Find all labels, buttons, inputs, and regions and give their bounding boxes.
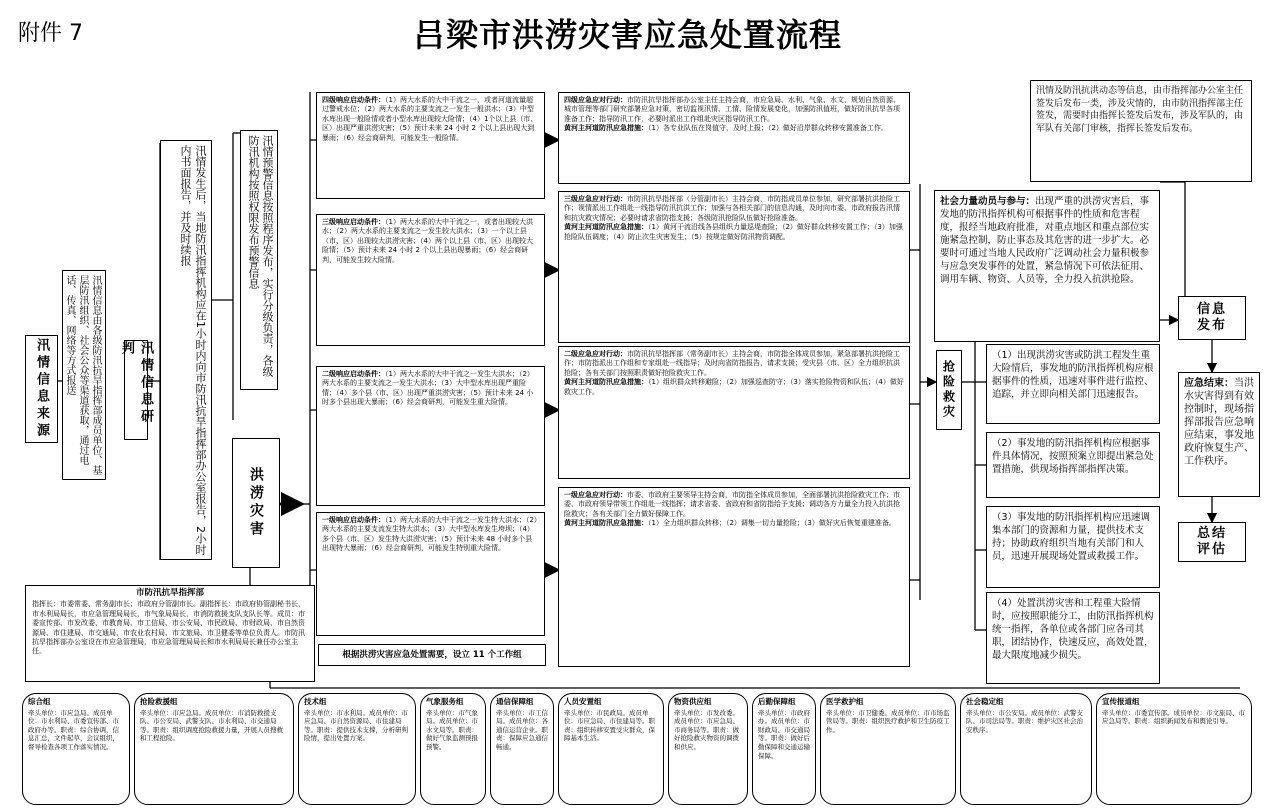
hub-label: 洪涝灾害: [248, 467, 264, 539]
group-box: [820, 693, 956, 805]
end-text: 当洪水灾害得到有效控制时，现场指挥部报告应急响应结束，事发地政府恢复生产、工作秩序。: [1184, 378, 1254, 467]
group-body: 牵头单位：市发改委。成员单位：市应急局、市商务局等。职责：做好抢险救灾物资的调拨和供应。: [674, 708, 739, 751]
group-name: 社会稳定组: [966, 697, 1004, 706]
level3-action-box: [558, 191, 910, 343]
group-body: 牵头单位：市气象局。成员单位：市水文局等。职责：做好气象监测预报预警。: [426, 708, 478, 751]
level2-start-label: 二级响应启动条件：: [322, 370, 385, 378]
group-body: 牵头单位：市民政局。成员单位：市应急局、市住建局等。职责：组织转移安置受灾群众，保障基本生活。: [564, 708, 655, 743]
level2-yellow-label: 黄河主河道防汛应急措施：: [564, 378, 648, 387]
level1-start-label: 一级响应启动条件：: [322, 516, 385, 524]
level4-action-box: [558, 92, 910, 184]
summary-box: [1178, 522, 1246, 562]
level2-yellow-text: （1）组织群众转移避险；（2）加强巡查防守；（3）落实抢险物资和队伍；（4）做好救灾工作。: [564, 378, 904, 396]
group-box: [490, 693, 554, 805]
group-name: 宣传报道组: [1102, 697, 1140, 706]
group-body: 牵头单位：市应急局。成员单位：市消防救援支队、市公安局、武警支队、市水利局、市交通局等。职责：组织调度抢险救援力量，开展人员搜救和工程抢险。: [140, 708, 283, 743]
group-body: 牵头单位：市卫健委。成员单位：市市场监管局等。职责：组织医疗救护和卫生防疫工作。: [826, 708, 950, 734]
level3-start-box: [316, 214, 545, 346]
group-name: 通信保障组: [496, 697, 534, 706]
level1-yellow-text: （1）全力组织群众转移；（2）调集一切力量抢险；（3）做好灾后恢复重建准备。: [648, 519, 896, 528]
group-name: 气象服务组: [426, 697, 464, 706]
info-source-label: 汛情信息来源: [34, 338, 49, 440]
hq-box: [25, 585, 315, 682]
rescue-item-4: （4）处置洪涝灾害和工程重大险情时，应按照职能分工，由防汛指挥机构统一指挥，各单位或各部门应各司其职，团结协作，快速反应，高效处置，最大限度地减少损失。: [986, 592, 1160, 684]
group-body: 牵头单位：市工信局。成员单位：各通信运营企业。职责：保障应急通信畅通。: [496, 708, 548, 751]
level1-action-box: [558, 487, 910, 667]
level1-action-label: 一级应急应对行动：: [564, 491, 627, 499]
group-box: [558, 693, 664, 805]
info-release-label: 信息发布: [1197, 302, 1228, 333]
rescue-box: [936, 350, 962, 430]
group-box: [298, 693, 416, 805]
group-box: [420, 693, 486, 805]
level2-action-box: [558, 346, 910, 479]
level4-yellow-text: （1）各专业队伍在岗值守，及时上报；（2）做好沿岸群众转移安置准备工作。: [648, 124, 888, 133]
group-box: [960, 693, 1092, 805]
info-source-detail: 汛情信息由各级防汛抗旱指挥部成员单位、基层防汛组织、社会公众等渠道获取，通过电话、传真、网络等方式报送: [62, 270, 106, 480]
page-title: 吕梁市洪涝灾害应急处置流程: [413, 16, 843, 54]
group-name: 后勤保障组: [758, 697, 796, 706]
info-source-box: [25, 335, 58, 443]
level4-action-text: 市防汛抗旱指挥部办公室主任主持会商，市应急局、水利、气象、水文、规划自然资源、城市管理等部门研究部署应急对策，密切监视汛情、工情、险情发展变化，加强防汛值班，做好防汛抗旱各项准备工作；指导防汛工作，必要时派出工作组赴灾区指导防汛工作。: [564, 96, 900, 123]
level4-start-label: 四级响应启动条件：: [322, 96, 385, 104]
group-box: [752, 693, 816, 805]
group-name: 抢险救援组: [140, 697, 178, 706]
rescue-label: 抢险救灾: [941, 360, 956, 420]
level1-start-box: [316, 512, 545, 636]
level4-yellow-label: 黄河主河道防汛应急措施：: [564, 124, 648, 133]
level4-action-label: 四级应急应对行动：: [564, 96, 627, 104]
group-name: 医学救护组: [826, 697, 864, 706]
info-study-box: [119, 340, 153, 440]
hq-title: 市防汛抗旱指挥部: [135, 588, 204, 598]
report-detail: 汛情发生后，当地防汛指挥机构应在1小时内向市防汛抗旱指挥部办公室报告，2小时内书面报告，并及时续报: [160, 140, 212, 560]
level3-yellow-label: 黄河主河道防汛应急措施：: [564, 223, 648, 232]
annex-label: 附件 7: [18, 21, 83, 46]
social-title: 社会力量动员与参与：: [940, 196, 1036, 207]
level4-start-box: [316, 92, 545, 199]
info-study-label: 汛情信息研判: [119, 341, 153, 426]
hq-body: 指挥长：市委常委、常务副市长；市政府分管副市长。副指挥长：市政府协管副秘书长，市水利局局长，市应急管理局局长，市气象局局长，市消防救援支队支队长等。成员：市委宣传部、市发改委、市教育局、市工信局、市公安局、市民政局、市财政局、市自然资源局、市住建局、市交通局、市农业农村局、市文旅局、市卫健委等单位负责人。市防汛抗旱指挥部办公室设在市应急管理局，市应急管理局局长和市水利局局长兼任办公室主任。: [32, 600, 305, 656]
rescue-item-2: （2）事发地的防汛指挥机构应根据事件具体情况，按照预案立即提出紧急处置措施，供现场指挥部指挥决策。: [986, 432, 1160, 498]
social-box: [934, 190, 1160, 342]
level1-start-text: （1）两大水系的大中干流之一发生特大洪水；（2）两大水系的主要支流发生特大洪水；（3）大中型水库发生垮坝；（4）多个县（市、区）发生特大洪涝灾害；（5）预计未来 48 小时多个县出现特大暴雨；（6）经会商研判，可能发生特别重大险情。: [322, 516, 538, 553]
level2-action-label: 二级应急应对行动：: [564, 350, 627, 358]
summary-label: 总结评估: [1197, 526, 1228, 557]
level1-action-text: 市委、市政府主要领导主持会商，市防指全体成员参加，全面部署抗洪抢险救灾工作；市委、市政府领导带领工作组赴一线指挥；请求省委、省政府和省防指给予支援；调动各方力量全力投入抗洪抢险救灾；各有关部门全力做好保障工作。: [564, 491, 900, 518]
warning-detail: 汛情预警信息按照程序发布，实行分级负责，各级防汛机构按照权限发布预警信息: [240, 130, 278, 390]
rescue-item-1: （1）出现洪涝灾害或防洪工程发生重大险情后，事发地的防汛指挥机构应根据事件的性质，迅速对事件进行监控、追踪，并立即向相关部门迅速报告。: [986, 344, 1160, 424]
setup-label: 根据洪涝灾害应急处置需要，设立 11 个工作组: [342, 650, 522, 660]
level2-action-text: 市防汛抗旱指挥部（常务副市长）主持会商，市防指全体成员参加，紧急部署抗洪抢险工作；市防指派出工作组和专家组赴一线指导；及时向省防指报告，请求支援；受灾县（市、区）全力组织抗洪抢险；各有关部门按照职责做好抢险救灾工作。: [564, 350, 900, 377]
group-name: 物资供应组: [674, 697, 712, 706]
social-text: 出现严重的洪涝灾害后，事发地的防汛指挥机构可根据事件的性质和危害程度，报经当地政府批准，对重点地区和重点部位实施紧急控制，防止事态及其危害的进一步扩大。必要时可通过当地人民政府广泛调动社会力量积极参与应急突发事件的处置，紧急情况下可依法征用、调用车辆、物资、人员等，全力投入抗洪抢险。: [940, 196, 1150, 285]
release-detail-box: 汛情及防汛抗洪动态等信息，由市指挥部办公室主任签发后发布一类，涉及灾情的，由市防汛指挥部主任签发，需要时由指挥长签发后发布，涉及军队的，由军队有关部门审核，指挥长签发后发布。: [1030, 80, 1252, 182]
group-body: 牵头单位：市应急局。成员单位：市水利局、市委宣传部、市政府办等。职责：综合协调，信息汇总，文件起草，会议组织，督导检查各项工作落实情况。: [28, 708, 119, 751]
level4-start-text: （1）两大水系的大中干流之一，或者河道流量超过警戒水位；（2）两大水系的主要支流之一发生一般洪水；（3）中型水库出现一般险情或者小型水库出现较大险情；（4）1个以上县（市、区）出现严重洪涝灾害；（5）预计未来 24 小时 2 个以上县出现大到暴雨；（6）经会商研判，可能发生一般险情。: [322, 96, 538, 142]
level3-action-text: 市防汛抗旱指挥部（分管副市长）主持会商，市防指成员单位参加，研究部署抗洪抢险工作；视情派出工作组赴一线指导防汛抗洪工作；加强与各相关部门的信息沟通，及时向市委、市政府报告汛情和抗灾救灾情况；必要时请求省防指支援；各级防汛抢险队伍做好抢险准备。: [564, 195, 900, 222]
level1-yellow-label: 黄河主河道防汛应急措施：: [564, 519, 648, 528]
group-box: [1096, 693, 1252, 805]
end-title: 应急结束：: [1184, 378, 1234, 389]
group-box: [668, 693, 748, 805]
setup-box: [318, 644, 546, 666]
group-body: 牵头单位：市公安局。成员单位：武警支队、市司法局等。职责：维护灾区社会治安秩序。: [966, 708, 1083, 734]
level3-start-label: 三级响应启动条件：: [322, 218, 385, 226]
level3-action-label: 三级应急应对行动：: [564, 195, 627, 203]
level3-yellow-text: （1）黄河干流沿线各县组织力量巡堤查险；（2）做好群众转移安置工作；（3）加强抢险队伍调度；（4）防止次生灾害发生；（5）按规定做好防汛物资调配。: [564, 223, 903, 241]
group-body: 牵头单位：市政府办。成员单位：市财政局、市交通局等。职责：做好后勤保障和交通运输保障。: [758, 708, 810, 760]
level3-start-text: （1）两大水系的大中干流之一，或者出现较大洪水；（2）两大水系的主要支流之一发生较大洪水；（3）一个以上县（市、区）出现较大洪涝灾害；（4）两个以上县（市、区）出现较大险情；（5）预计未来 24 小时 2 个以上县出现暴雨；（6）经会商研判，可能发生较大险情。: [322, 218, 533, 264]
group-name: 综合组: [28, 697, 51, 706]
group-box: [22, 693, 130, 805]
rescue-item-3: （3）事发地的防汛指挥机构应迅速调集本部门的资源和力量，提供技术支持；协助政府组织当地有关部门和人员，迅速开展现场处置或救援工作。: [986, 506, 1160, 588]
group-name: 人员安置组: [564, 697, 602, 706]
group-body: 牵头单位：市委宣传部。成员单位：市文旅局、市应急局等。职责：组织新闻发布和舆论引导。: [1102, 708, 1245, 726]
end-box: [1178, 372, 1260, 497]
level2-start-text: （1）两大水系的大中干流之一发生大洪水；（2）两大水系的主要支流之一发生大洪水；（3）大中型水库出现严重险情；（4）多个县（市、区）出现严重洪涝灾害；（5）预计未来 24 小时多个县出现大暴雨；（6）经会商研判，可能发生重大险情。: [322, 370, 534, 407]
hub-box: [232, 438, 280, 568]
group-name: 技术组: [304, 697, 327, 706]
info-release-box: [1178, 296, 1246, 340]
group-box: [134, 693, 294, 805]
level2-start-box: [316, 366, 545, 506]
group-body: 牵头单位：市水利局。成员单位：市应急局、市自然资源局、市住建局等。职责：提供技术支撑，分析研判险情，提出处置方案。: [304, 708, 408, 743]
